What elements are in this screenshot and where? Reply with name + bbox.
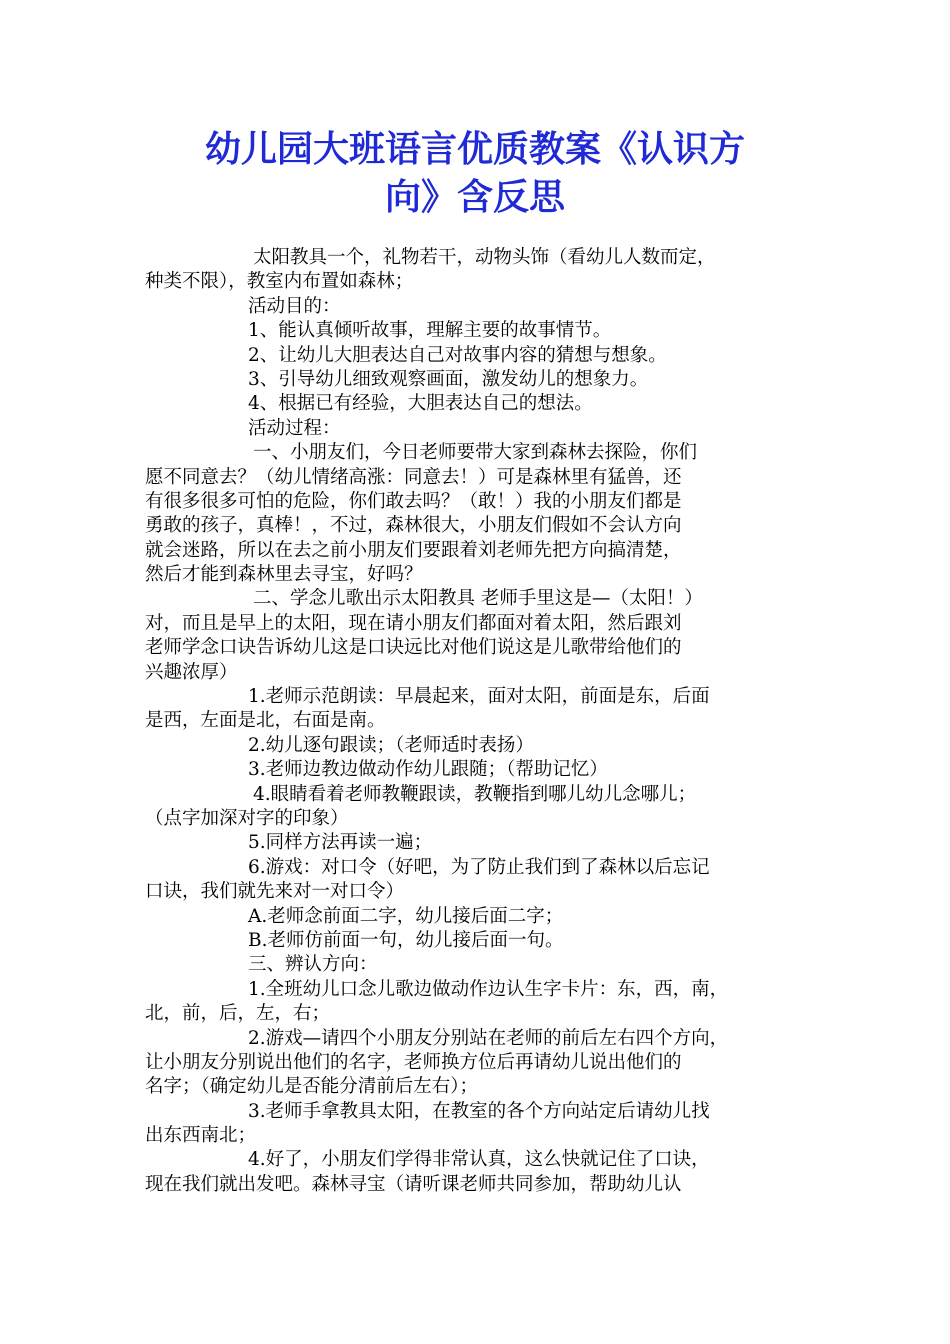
body-line: 2、让幼儿大胆表达自己对故事内容的猜想与想象。 — [248, 344, 667, 366]
body-line: 北，前，后，左，右； — [145, 1003, 331, 1025]
body-line: 一、小朋友们，今日老师要带大家到森林去探险，你们 — [253, 442, 698, 464]
body-line: 活动过程： — [248, 417, 341, 439]
body-line: 3.老师边教边做动作幼儿跟随；（帮助记忆） — [248, 759, 608, 781]
body-line: 太阳教具一个，礼物若干，动物头饰（看幼儿人数而定， — [253, 247, 716, 268]
body-line: 对，而且是早上的太阳，现在请小朋友们都面对着太阳，然后跟刘 — [145, 612, 682, 634]
body-line: 然后才能到森林里去寻宝，好吗？ — [145, 564, 423, 586]
body-line: 2.幼儿逐句跟读；（老师适时表扬） — [248, 734, 534, 756]
body-line: B.老师仿前面一句，幼儿接后面一句。 — [248, 929, 564, 951]
body-line: 出东西南北； — [145, 1125, 257, 1147]
body-line: 3、引导幼儿细致观察画面，激发幼儿的想象力。 — [248, 368, 649, 390]
body-line: 就会迷路，所以在去之前小朋友们要跟着刘老师先把方向搞清楚， — [145, 539, 682, 561]
body-line: 三、辨认方向： — [248, 954, 378, 976]
body-line: 兴趣浓厚） — [145, 661, 238, 683]
body-line: 4.眼睛看着老师教鞭跟读，教鞭指到哪儿幼儿念哪儿； — [253, 783, 697, 805]
body-line: 1、能认真倾听故事，理解主要的故事情节。 — [248, 320, 612, 342]
body-line: 1.老师示范朗读：早晨起来，面对太阳，前面是东，后面 — [248, 686, 710, 708]
body-line: 2.游戏—请四个小朋友分别站在老师的前后左右四个方向， — [248, 1027, 729, 1049]
body-line: 勇敢的孩子，真棒！，不过，森林很大，小朋友们假如不会认方向 — [145, 515, 682, 537]
body-line: 现在我们就出发吧。森林寻宝（请听课老师共同参加，帮助幼儿认 — [145, 1173, 682, 1195]
body-line: 4.好了，小朋友们学得非常认真，这么快就记住了口诀， — [248, 1149, 710, 1171]
body-line: 二、学念儿歌出示太阳教具 老师手里这是—（太阳！） — [253, 588, 703, 610]
body-line: 口诀，我们就先来对一对口令） — [145, 881, 405, 903]
body-line: 活动目的： — [248, 295, 341, 317]
body-line: 愿不同意去？（幼儿情绪高涨：同意去！）可是森林里有猛兽，还 — [145, 466, 682, 488]
title-line: 幼儿园大班语言优质教案《认识方 — [204, 129, 745, 170]
body-line: 让小朋友分别说出他们的名字，老师换方位后再请幼儿说出他们的 — [145, 1051, 682, 1073]
document-body — [145, 246, 805, 1197]
body-line: （点字加深对字的印象） — [145, 807, 349, 829]
body-line: 1.全班幼儿口念儿歌边做动作边认生字卡片：东，西，南， — [248, 978, 729, 1000]
body-line: A.老师念前面二字，幼儿接后面二字； — [248, 905, 564, 927]
title-line: 向》含反思 — [384, 177, 565, 218]
body-line: 有很多很多可怕的危险，你们敢去吗？（敢！）我的小朋友们都是 — [145, 490, 682, 512]
body-line: 5.同样方法再读一遍； — [248, 832, 433, 854]
body-line: 种类不限），教室内布置如森林； — [145, 271, 414, 293]
body-line: 老师学念口诀告诉幼儿这是口诀远比对他们说这是儿歌带给他们的 — [145, 637, 682, 659]
body-line: 名字；（确定幼儿是否能分清前后左右）； — [145, 1076, 479, 1098]
body-line: 是西，左面是北，右面是南。 — [145, 710, 386, 732]
body-line: 6.游戏：对口令（好吧，为了防止我们到了森林以后忘记 — [248, 856, 710, 878]
document-title — [145, 126, 805, 222]
body-line: 3.老师手拿教具太阳，在教室的各个方向站定后请幼儿找 — [248, 1100, 710, 1122]
body-line: 4、根据已有经验，大胆表达自己的想法。 — [248, 393, 593, 415]
